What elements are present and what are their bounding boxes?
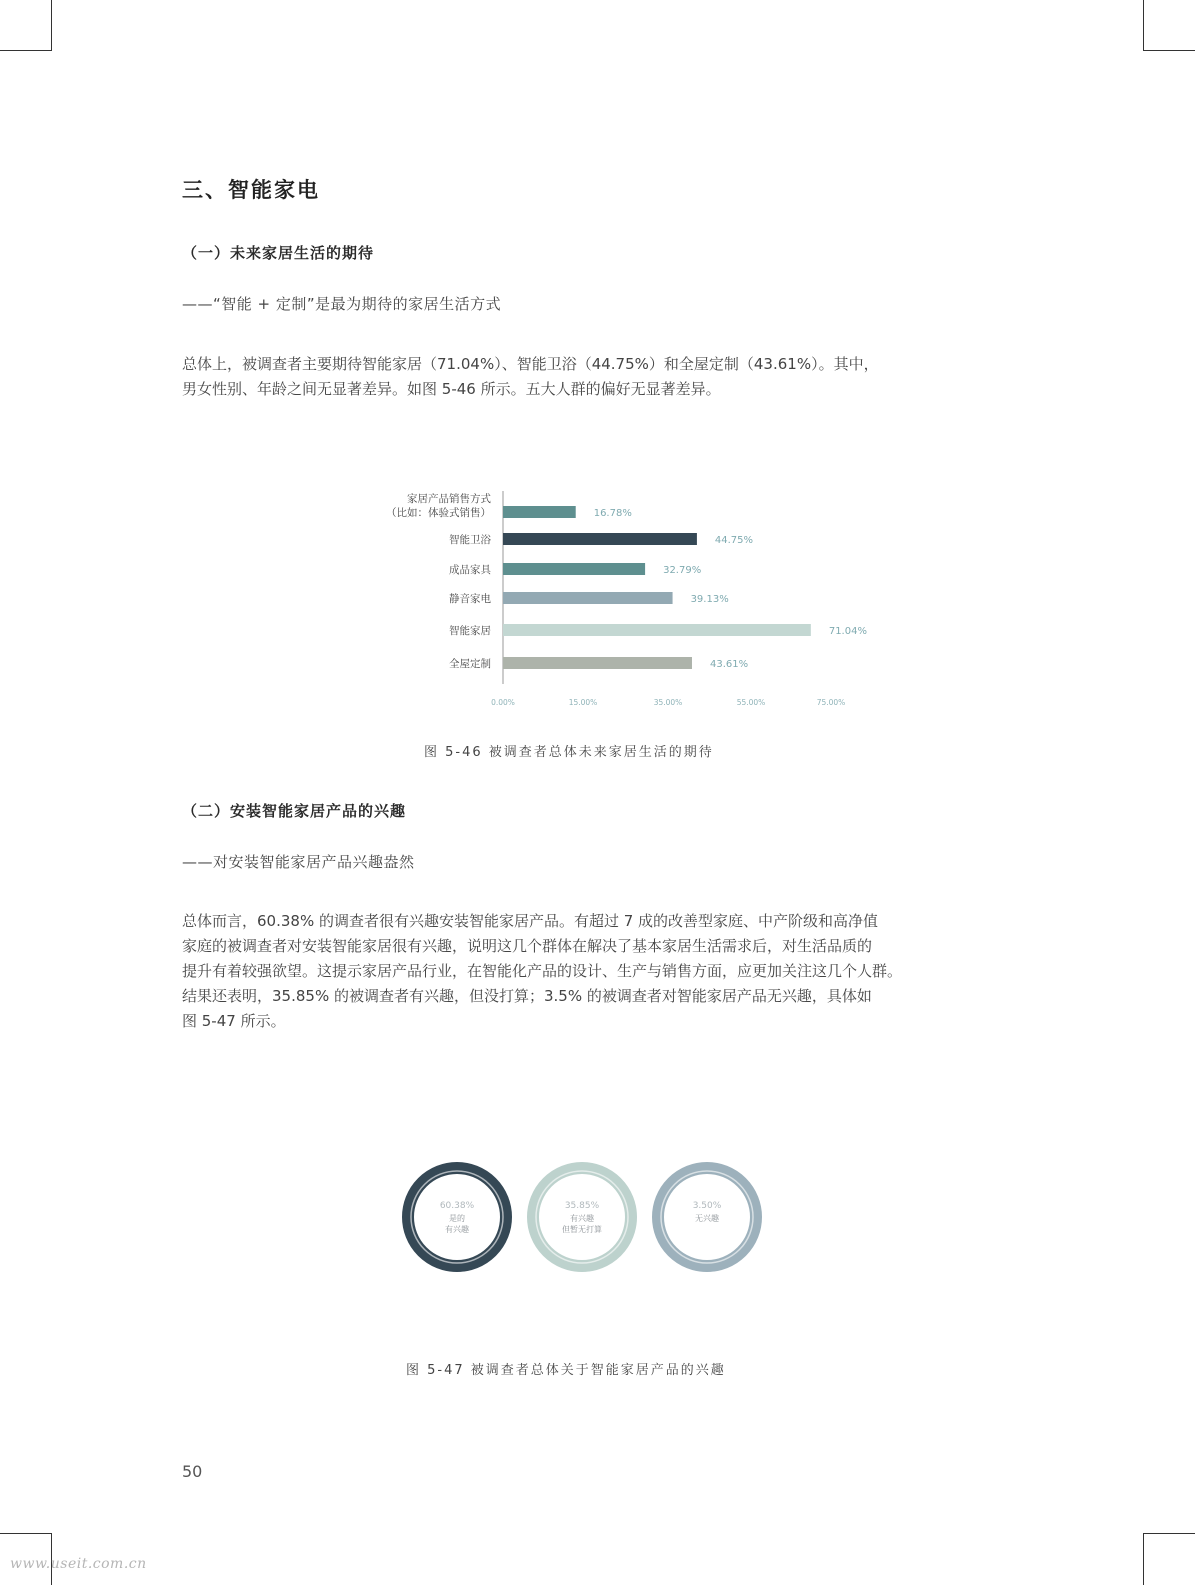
x-tick-label: 75.00%: [816, 698, 846, 707]
x-tick-label: 55.00%: [736, 698, 766, 707]
crop-mark: [1143, 50, 1195, 51]
paragraph-line: 家庭的被调查者对安装智能家居很有兴趣，说明这几个群体在解决了基本家居生活需求后，对生活品质的: [182, 937, 873, 955]
paragraph-1: [182, 352, 1002, 402]
paragraph-line: 结果还表明，35.85% 的被调查者有兴趣，但没打算；3.5% 的被调查者对智能家居产品无兴趣，具体如: [182, 987, 872, 1005]
donut-category-label: 有兴趣: [445, 1225, 469, 1234]
crop-mark: [1143, 1533, 1144, 1585]
bar: [503, 657, 692, 669]
bar-value-label: 32.79%: [663, 565, 702, 576]
crop-mark: [1143, 1533, 1195, 1534]
subsection-heading-2: （二）安装智能家居产品的兴趣: [182, 802, 407, 820]
subsection-heading-1: （一）未来家居生活的期待: [182, 244, 375, 262]
donut-category-label: 是的: [449, 1214, 465, 1223]
donut-category-label: 有兴趣: [570, 1214, 594, 1223]
bar-value-label: 43.61%: [709, 659, 749, 670]
category-label: 家居产品销售方式: [407, 493, 491, 505]
paragraph-line: 图 5-47 所示。: [182, 1012, 286, 1030]
donut-chart: [395, 1155, 775, 1280]
donut-category-label: 但暂无打算: [562, 1225, 602, 1234]
crop-mark: [0, 1533, 52, 1534]
bar: [503, 563, 645, 575]
paragraph-line: 男女性别、年龄之间无显著差异。如图 5-46 所示。五大人群的偏好无显著差异。: [182, 380, 721, 398]
bar-chart: [360, 488, 880, 718]
donut-value-label: 35.85%: [564, 1201, 600, 1211]
category-label: 静音家电: [449, 593, 491, 605]
paragraph-line: 总体而言，60.38% 的调查者很有兴趣安装智能家居产品。有超过 7 成的改善型家庭、中产阶级和高净值: [182, 912, 879, 930]
subsection-tagline-2: ——对安装智能家居产品兴趣盎然: [182, 853, 415, 871]
subsection-tagline-1: ——“智能 + 定制”是最为期待的家居生活方式: [182, 295, 502, 313]
category-label: 全屋定制: [449, 658, 491, 670]
x-tick-label: 0.00%: [491, 698, 515, 707]
page-number: 50: [182, 1462, 203, 1481]
crop-mark: [1143, 0, 1144, 51]
bar: [503, 624, 811, 636]
figure-caption-547: 图 5-47 被调查者总体关于智能家居产品的兴趣: [406, 1363, 726, 1378]
x-tick-label: 35.00%: [653, 698, 683, 707]
crop-mark: [0, 50, 52, 51]
bar: [503, 506, 576, 518]
bar: [503, 533, 697, 545]
category-label: 成品家具: [449, 564, 491, 576]
bar-value-label: 39.13%: [690, 594, 729, 605]
crop-mark: [51, 0, 52, 51]
watermark: www.useit.com.cn: [10, 1556, 147, 1572]
section-title: 三、智能家电: [182, 178, 320, 202]
donut-value-label: 60.38%: [439, 1201, 475, 1211]
paragraph-line: 提升有着较强欲望。这提示家居产品行业，在智能化产品的设计、生产与销售方面，应更加关注这几个人群。: [182, 962, 903, 980]
bar-value-label: 71.04%: [828, 626, 867, 637]
figure-caption-546: 图 5-46 被调查者总体未来家居生活的期待: [424, 745, 714, 760]
paragraph-line: 总体上，被调查者主要期待智能家居（71.04%）、智能卫浴（44.75%）和全屋定制（43.61%）。其中，: [182, 355, 879, 373]
category-label: 智能家居: [449, 625, 491, 637]
bar: [503, 592, 673, 604]
paragraph-2: [182, 909, 1002, 1034]
bar-value-label: 44.75%: [714, 535, 754, 546]
x-tick-label: 15.00%: [568, 698, 598, 707]
category-label: 智能卫浴: [449, 534, 491, 546]
donut-category-label: 无兴趣: [695, 1214, 719, 1223]
bar-value-label: 16.78%: [593, 508, 632, 519]
category-label: （比如：体验式销售）: [386, 507, 491, 519]
donut-value-label: 3.50%: [692, 1201, 722, 1211]
